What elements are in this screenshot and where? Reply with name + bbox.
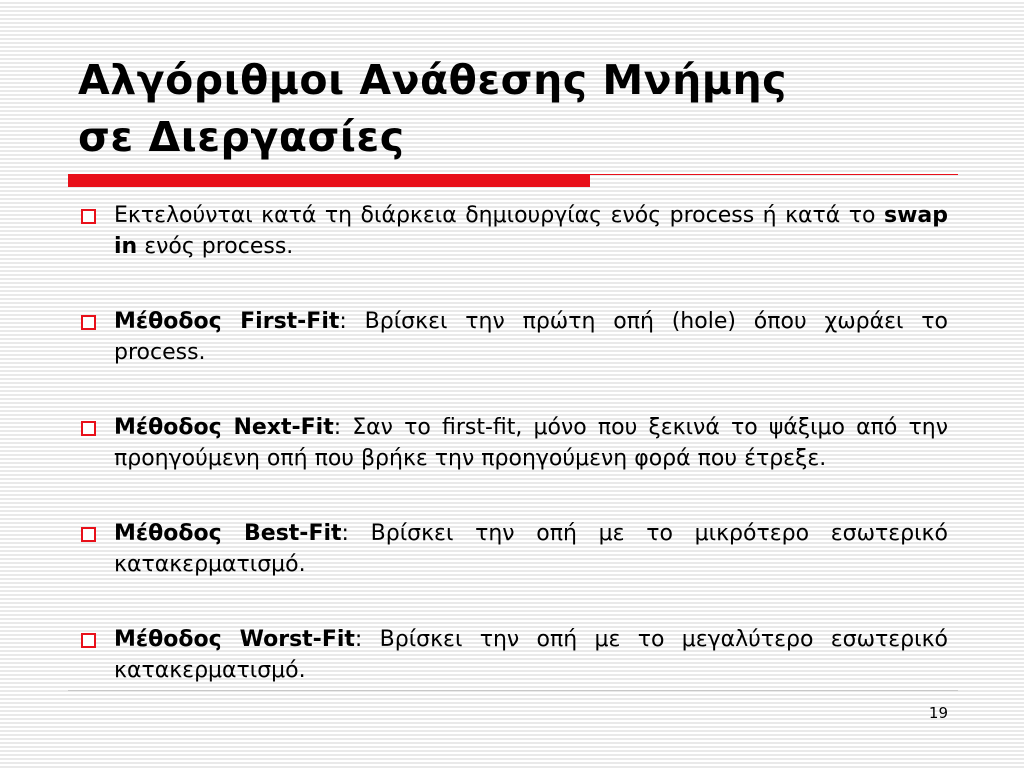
hollow-square-icon <box>81 633 96 648</box>
slide-title-line-2: σε Διεργασίες <box>78 113 405 161</box>
bullet-intro-text-after: ενός process. <box>137 234 294 259</box>
bullet-item-best-fit <box>80 518 948 580</box>
bullet-intro-bold: swap in <box>114 203 948 259</box>
bullet-list <box>80 200 948 686</box>
method-name-best-fit: Μέθοδος Best-Fit <box>114 521 342 546</box>
slide-title-line-1: Αλγόριθμοι Ανάθεσης Μνήμης <box>78 56 787 104</box>
title-underline-accent <box>68 174 590 187</box>
title-underline-thin <box>590 174 958 175</box>
hollow-square-icon <box>81 209 96 224</box>
method-name-worst-fit: Μέθοδος Worst-Fit <box>114 627 355 652</box>
method-description-first-fit: : Βρίσκει την πρώτη οπή (hole) όπου χωράει το process. <box>114 309 948 365</box>
bullet-intro-text-before: Εκτελούνται κατά τη διάρκεια δημιουργίας ενός process ή κατά το <box>114 203 884 228</box>
method-description-worst-fit: : Βρίσκει την οπή με το μεγαλύτερο εσωτερικό κατακερματισμό. <box>114 627 948 683</box>
bullet-item-first-fit <box>80 306 948 368</box>
method-name-first-fit: Μέθοδος First-Fit <box>114 309 340 334</box>
footer-divider <box>68 690 958 691</box>
page-number: 19 <box>928 704 948 722</box>
method-description-best-fit: : Βρίσκει την οπή με το μικρότερο εσωτερικό κατακερματισμό. <box>114 521 948 577</box>
hollow-square-icon <box>81 421 96 436</box>
bullet-item-intro <box>80 200 948 262</box>
hollow-square-icon <box>81 527 96 542</box>
method-description-next-fit: : Σαν το first-fit, μόνο που ξεκινά το ψάξιμο από την προηγούμενη οπή που βρήκε την προηγούμενη φορά που έτρεξε. <box>114 415 948 471</box>
method-name-next-fit: Μέθοδος Next-Fit <box>114 415 334 440</box>
bullet-item-next-fit <box>80 412 948 474</box>
slide-title <box>78 52 958 166</box>
hollow-square-icon <box>81 315 96 330</box>
bullet-item-worst-fit <box>80 624 948 686</box>
